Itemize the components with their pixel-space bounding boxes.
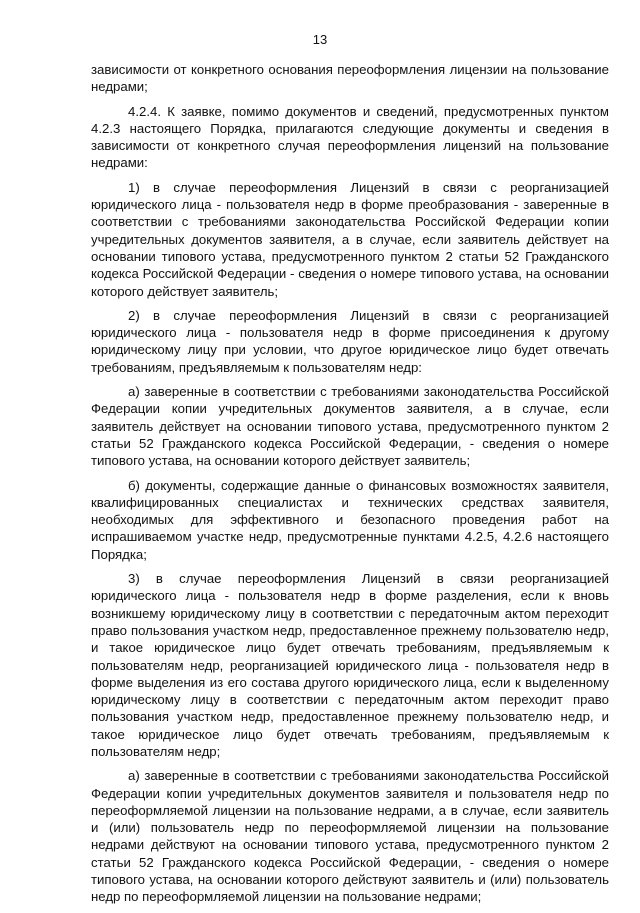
paragraph-item-3a: а) заверенные в соответствии с требованиями законодательства Российской Федерации копии учредительных документов заявителя и пользователя недр по переоформляемой лицензии на пользование недрами, а в случае, если заявитель и (или) пользователь недр по переоформляемой лицензии на пользование недрами действуют на основании типового устава, предусмотренного пунктом 2 статьи 52 Гражданского кодекса Российской Федерации, - сведения о номере типового устава, на основании которого действуют заявитель и (или) пользователь недр по переоформляемой лицензии на пользование недрами; — [91, 768, 609, 905]
paragraph-item-1: 1) в случае переоформления Лицензий в связи с реорганизацией юридического лица - пользователя недр в форме преобразования - заверенные в соответствии с требованиями законодательства Российской Федерации копии учредительных документов заявителя, а в случае, если заявитель действует на основании типового устава, предусмотренного пунктом 2 статьи 52 Гражданского кодекса Российской Федерации - сведения о номере типового устава, на основании которого действует заявитель; — [91, 179, 609, 299]
paragraph-4-2-4: 4.2.4. К заявке, помимо документов и сведений, предусмотренных пунктом 4.2.3 настоящего Порядка, прилагаются следующие документы и сведения в зависимости от конкретного случая переоформления лицензий на пользование недрами: — [91, 103, 609, 171]
page-number: 13 — [312, 32, 328, 47]
paragraph-item-2a: а) заверенные в соответствии с требованиями законодательства Российской Федерации копии учредительных документов заявителя, а в случае, если заявитель действует на основании типового устава, предусмотренного пунктом 2 статьи 52 Гражданского кодекса Российской Федерации, - сведения о номере типового устава, на основании которого действует заявитель; — [91, 384, 609, 469]
document-body — [91, 61, 609, 913]
paragraph-item-2: 2) в случае переоформления Лицензий в связи с реорганизацией юридического лица - пользователя недр в форме присоединения к другому юридическому лицу при условии, что другое юридическое лицо будет отвечать требованиям, предъявляемым к пользователям недр: — [91, 307, 609, 375]
paragraph-item-2b: б) документы, содержащие данные о финансовых возможностях заявителя, квалифицированных специалистах и технических средствах заявителя, необходимых для эффективного и безопасного проведения работ на испрашиваемом участке недр, предусмотренные пунктами 4.2.5, 4.2.6 настоящего Порядка; — [91, 477, 609, 562]
paragraph-continuation: зависимости от конкретного основания переоформления лицензии на пользование недрами; — [91, 62, 609, 95]
paragraph-item-3: 3) в случае переоформления Лицензий в связи реорганизацией юридического лица - пользователя недр в форме разделения, если к вновь возникшему юридическому лицу в соответствии с передаточным актом переходит право пользования участком недр, предоставленное прежнему пользователю недр, и такое юридическое лицо будет отвечать требованиям, предъявляемым к пользователям недр, реорганизацией юридического лица - пользователя недр в форме выделения из его состава другого юридического лица, если к выделенному юридическому лицу в соответствии с передаточным актом переходит право пользования участком недр, предоставленное прежнему пользователю недр, и такое юридическое лицо будет отвечать требованиям, предъявляемым к пользователям недр; — [91, 571, 609, 759]
